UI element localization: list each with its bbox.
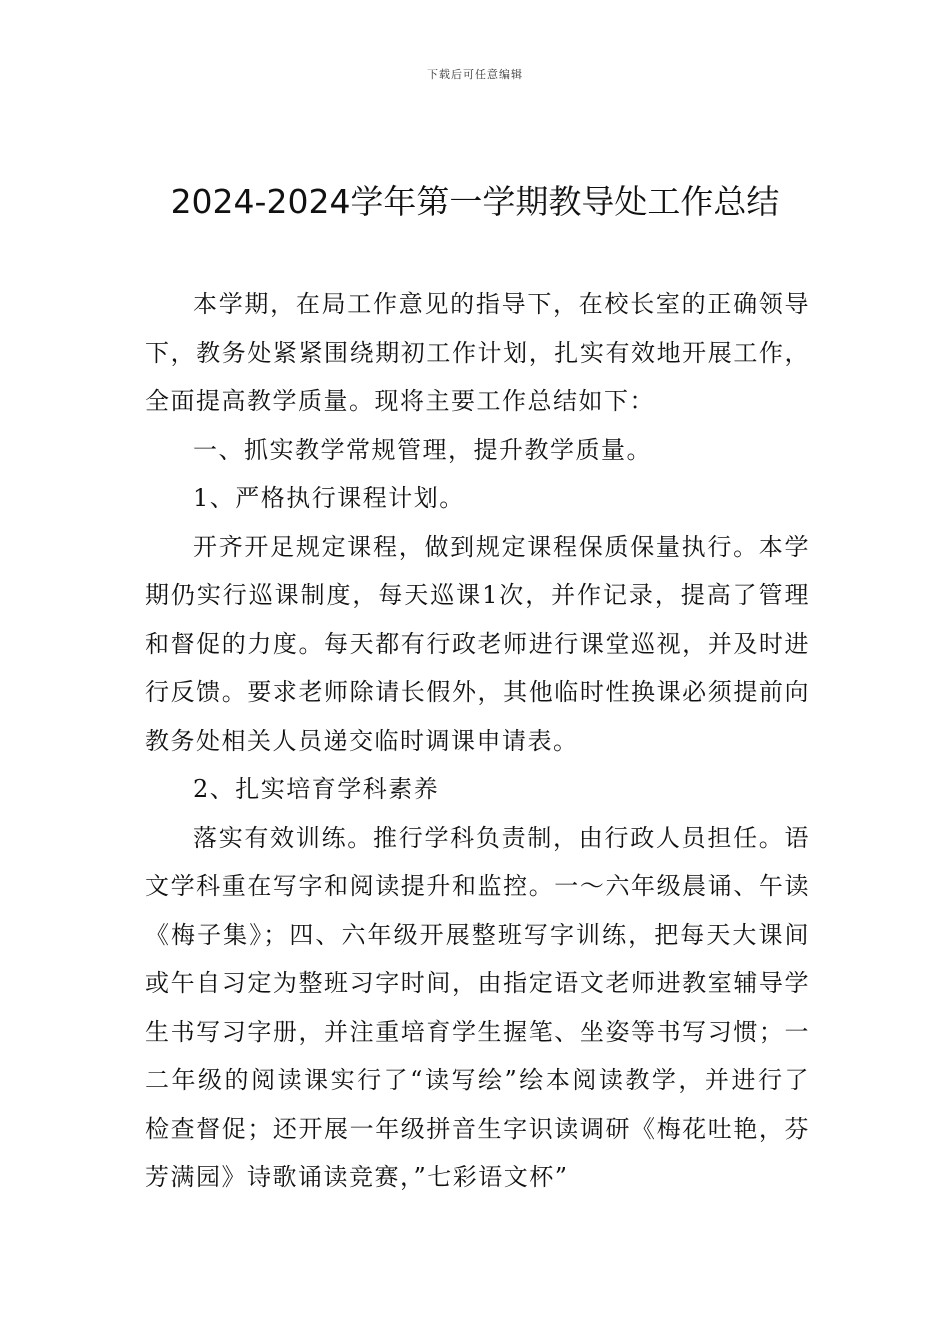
paragraph-literacy: 落实有效训练。推行学科负责制，由行政人员担任。语文学科重在写字和阅读提升和监控。一～六年级晨诵、午读《梅子集》；四、六年级开展整班写字训练，把每天大课间或午自习定为整班习字时间，由指定语文老师进教室辅导学生书写习字册，并注重培育学生握笔、坐姿等书写习惯；一二年级的阅读课实行了“读写绘”绘本阅读教学，并进行了检查督促；还开展一年级拼音生字识读调研《梅花吐艳，芬芳满园》诗歌诵读竞赛，”七彩语文杯” [145, 823, 810, 1191]
section-heading-1: 一、抓实教学常规管理，提升教学质量。 [193, 435, 652, 464]
subsection-heading-1: 1、严格执行课程计划。 [193, 484, 465, 512]
paragraph-intro: 本学期，在局工作意见的指导下，在校长室的正确领导下，教务处紧紧围绕期初工作计划，扎实有效地开展工作，全面提高教学质量。现将主要工作总结如下： [145, 290, 810, 415]
paragraph-curriculum: 开齐开足规定课程，做到规定课程保质保量执行。本学期仍实行巡课制度，每天巡课1次，并作记录，提高了管理和督促的力度。每天都有行政老师进行课堂巡视，并及时进行反馈。要求老师除请长假外，其他临时性换课必须提前向教务处相关人员递交临时调课申请表。 [145, 532, 810, 755]
header-note: 下载后可任意编辑 [427, 68, 523, 81]
document-title: 2024-2024学年第一学期教导处工作总结 [170, 182, 780, 221]
document-body [145, 280, 810, 1202]
subsection-heading-2: 2、扎实培育学科素养 [193, 775, 440, 803]
